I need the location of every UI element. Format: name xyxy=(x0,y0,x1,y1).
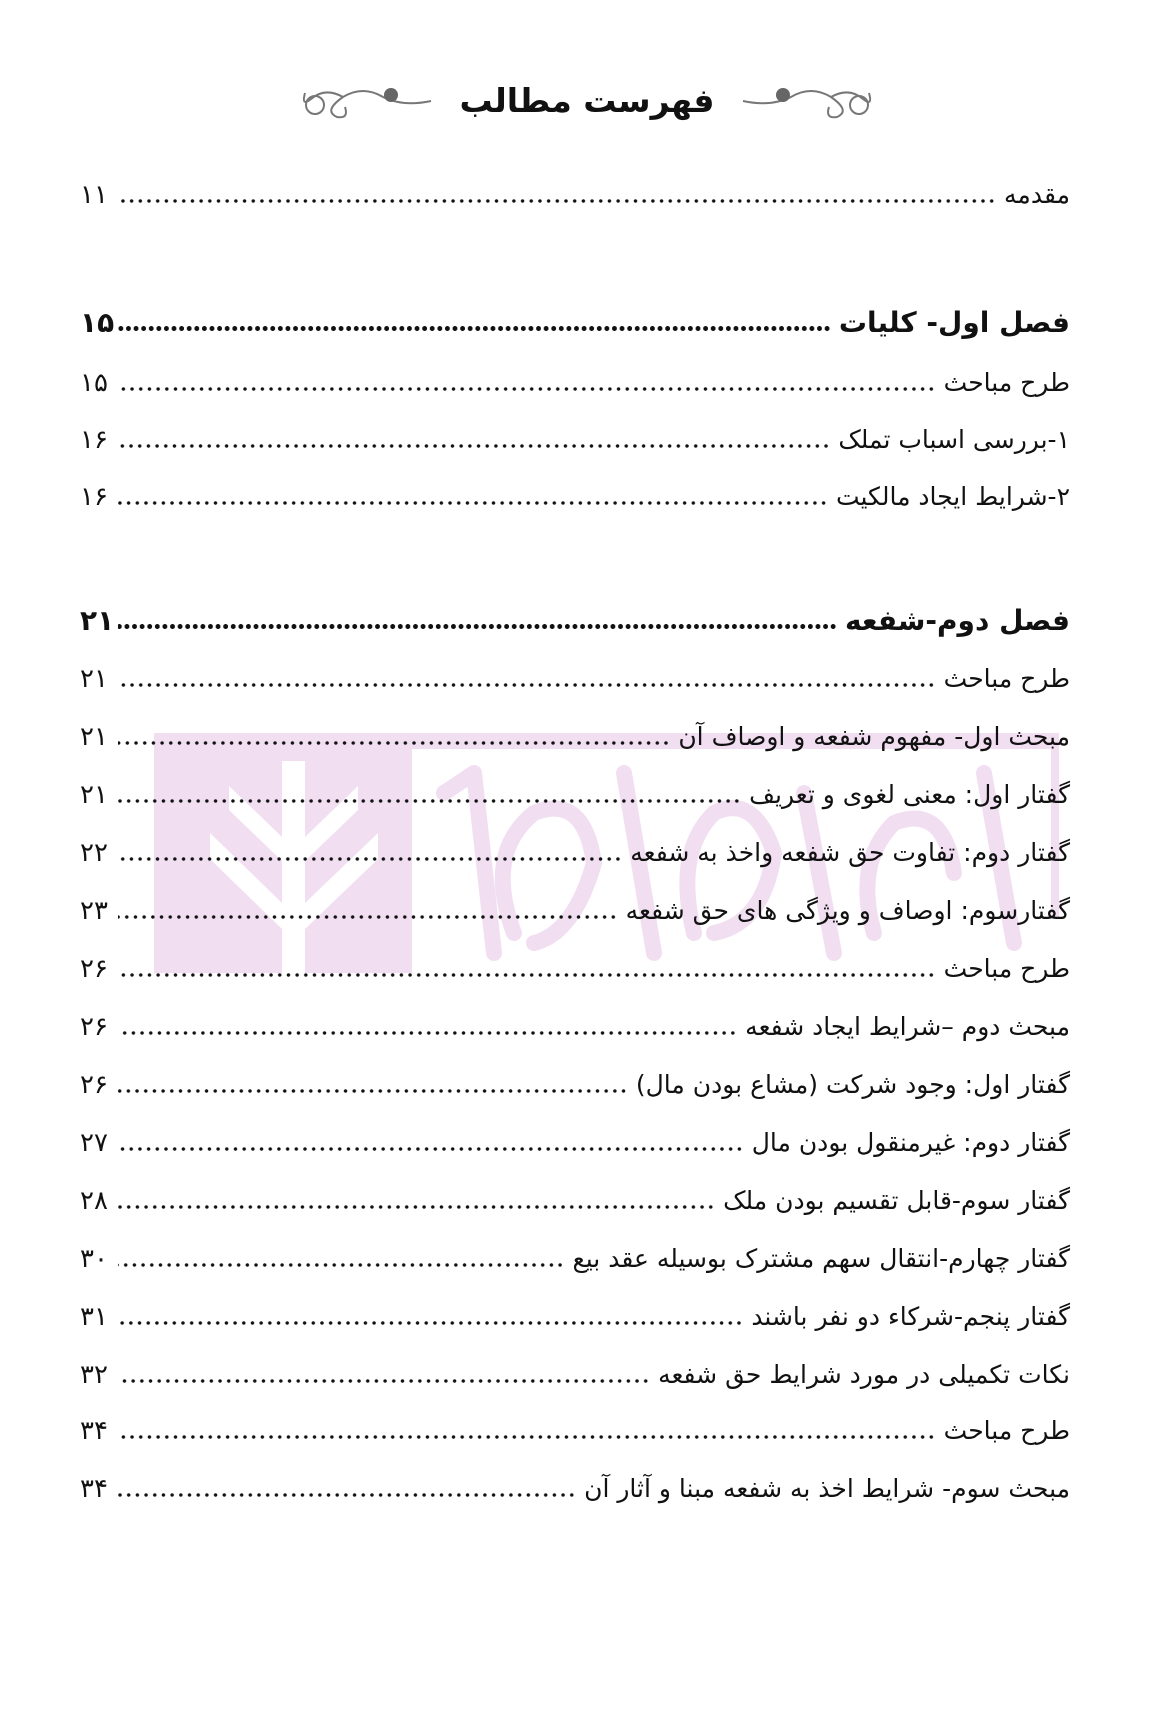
toc-entry-title: گفتار اول: وجود شرکت (مشاع بودن مال) xyxy=(635,1070,1070,1099)
dot-leader xyxy=(118,1126,744,1160)
toc-entry-title: مبحث سوم- شرایط اخذ به شفعه مبنا و آثار آن xyxy=(584,1474,1070,1503)
toc-entry[interactable] xyxy=(80,1462,1070,1506)
toc-entry[interactable] xyxy=(80,652,1070,696)
toc-entry[interactable] xyxy=(80,1232,1070,1276)
dot-leader xyxy=(118,1358,650,1392)
toc-entry-title: فصل اول- کلیات xyxy=(838,306,1070,339)
toc-entry-title: طرح مباحث xyxy=(943,368,1070,397)
page-title: فهرست مطالب xyxy=(459,80,715,120)
toc-entry-page-number: ۱۱ xyxy=(80,180,108,210)
dot-leader xyxy=(118,1300,743,1334)
toc-entry-page-number: ۲۱ xyxy=(80,604,115,637)
toc-entry-title: فصل دوم-شفعه xyxy=(844,604,1070,637)
toc-entry-page-number: ۲۲ xyxy=(80,838,108,868)
dot-leader xyxy=(118,778,741,812)
toc-entry[interactable] xyxy=(80,1000,1070,1044)
toc-entry-page-number: ۲۶ xyxy=(80,1070,108,1100)
toc-entry-page-number: ۳۲ xyxy=(80,1360,108,1390)
toc-entry-title: گفتار دوم: تفاوت حق شفعه واخذ به شفعه xyxy=(630,838,1070,867)
toc-entry-page-number: ۲۱ xyxy=(80,664,108,694)
toc-entry[interactable] xyxy=(80,1058,1070,1102)
toc-entry[interactable] xyxy=(80,1174,1070,1218)
dot-leader xyxy=(118,178,996,212)
toc-entry-title: گفتارسوم: اوصاف و ویژگی های حق شفعه xyxy=(625,896,1070,925)
toc-entry-page-number: ۲۱ xyxy=(80,780,108,810)
dot-leader xyxy=(118,894,618,928)
toc-entry-page-number: ۲۱ xyxy=(80,722,108,752)
dot-leader xyxy=(118,1010,737,1044)
toc-entry-page-number: ۳۰ xyxy=(80,1244,108,1274)
toc-chapter-entry[interactable] xyxy=(80,296,1070,340)
dot-leader xyxy=(118,720,670,754)
toc-entry[interactable] xyxy=(80,710,1070,754)
toc-entry-page-number: ۲۶ xyxy=(80,954,108,984)
toc-entry[interactable] xyxy=(80,470,1070,514)
toc-entry-title: مبحث اول- مفهوم شفعه و اوصاف آن xyxy=(678,722,1070,751)
page-header xyxy=(0,70,1174,130)
toc-entry[interactable] xyxy=(80,356,1070,400)
dot-leader xyxy=(118,662,936,696)
toc-entry-page-number: ۳۴ xyxy=(80,1416,108,1446)
toc-entry[interactable] xyxy=(80,168,1070,212)
toc-entry-title: گفتار اول: معنی لغوی و تعریف xyxy=(749,780,1070,809)
toc-entry[interactable] xyxy=(80,768,1070,812)
dot-leader xyxy=(118,1068,628,1102)
toc-entry-page-number: ۱۵ xyxy=(80,306,115,339)
toc-entry-title: گفتار دوم: غیرمنقول بودن مال xyxy=(751,1128,1070,1157)
flourish-ornament-left-icon xyxy=(741,77,881,123)
toc-entry-title: گفتار سوم-قابل تقسیم بودن ملک xyxy=(723,1186,1070,1215)
toc-entry[interactable] xyxy=(80,942,1070,986)
dot-leader xyxy=(118,366,936,400)
toc-entry-title: مبحث دوم –شرایط ایجاد شفعه xyxy=(745,1012,1070,1041)
toc-entry-title: گفتار پنجم-شرکاء دو نفر باشند xyxy=(751,1302,1070,1331)
dot-leader xyxy=(118,306,831,340)
toc-entry-page-number: ۲۳ xyxy=(80,896,108,926)
dot-leader xyxy=(118,604,837,638)
dot-leader xyxy=(118,1472,576,1506)
toc-entry-page-number: ۳۴ xyxy=(80,1474,108,1504)
toc-entry-title: گفتار چهارم-انتقال سهم مشترک بوسیله عقد بیع xyxy=(572,1244,1070,1273)
toc-entry[interactable] xyxy=(80,1290,1070,1334)
toc-entry-title: طرح مباحث xyxy=(943,664,1070,693)
toc-entry[interactable] xyxy=(80,884,1070,928)
toc-entry-page-number: ۲۶ xyxy=(80,1012,108,1042)
toc-entry-page-number: ۲۸ xyxy=(80,1186,108,1216)
toc-entry-title: طرح مباحث xyxy=(943,954,1070,983)
toc-entry-title: ۲-شرایط ایجاد مالکیت xyxy=(835,482,1070,511)
dot-leader xyxy=(118,1242,564,1276)
toc-entry-title: ۱-بررسی اسباب تملک xyxy=(838,425,1070,454)
dot-leader xyxy=(118,952,936,986)
dot-leader xyxy=(118,1184,715,1218)
toc-entry-page-number: ۱۶ xyxy=(80,425,108,455)
toc-entry[interactable] xyxy=(80,826,1070,870)
toc-entry[interactable] xyxy=(80,1348,1070,1392)
dot-leader xyxy=(118,480,828,514)
toc-chapter-entry[interactable] xyxy=(80,594,1070,638)
dot-leader xyxy=(118,836,622,870)
toc-entry-page-number: ۳۱ xyxy=(80,1302,108,1332)
toc-entry-page-number: ۱۵ xyxy=(80,368,108,398)
toc-entry[interactable] xyxy=(80,1116,1070,1160)
toc-entry-title: نکات تکمیلی در مورد شرایط حق شفعه xyxy=(658,1360,1070,1389)
toc-entry[interactable] xyxy=(80,413,1070,457)
dot-leader xyxy=(118,1414,936,1448)
toc-entry-page-number: ۱۶ xyxy=(80,482,108,512)
toc-entry-page-number: ۲۷ xyxy=(80,1128,108,1158)
toc-entry-title: مقدمه xyxy=(1004,180,1070,209)
toc-entry[interactable] xyxy=(80,1404,1070,1448)
flourish-ornament-right-icon xyxy=(293,77,433,123)
toc-entry-title: طرح مباحث xyxy=(943,1416,1070,1445)
dot-leader xyxy=(118,423,830,457)
